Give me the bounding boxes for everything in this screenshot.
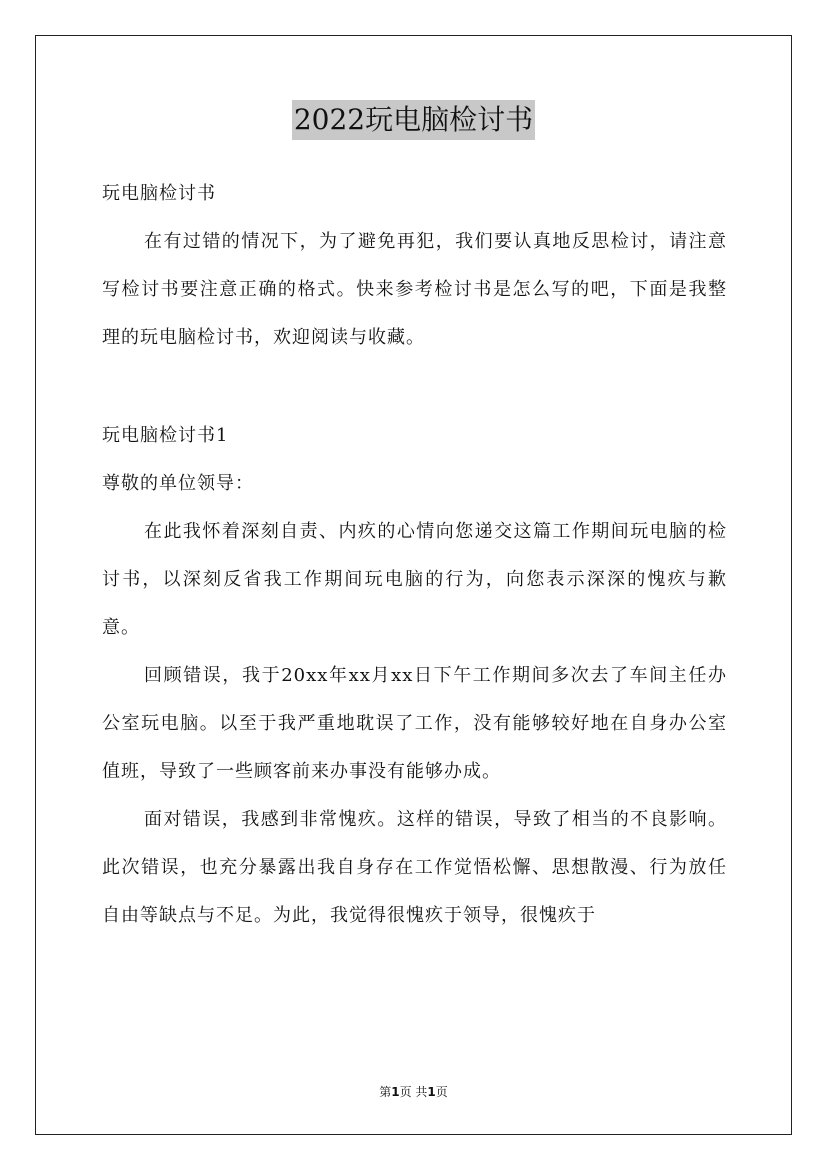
section-gap [102,362,727,412]
body-paragraph: 在此我怀着深刻自责、内疚的心情向您递交这篇工作期间玩电脑的检讨书，以深刻反省我工作期间玩电脑的行为，向您表示深深的愧疚与歉意。 [102,521,727,638]
document-body [102,170,727,940]
footer-suffix: 页 [435,1085,448,1099]
section-heading: 玩电脑检讨书1 [102,425,229,446]
footer-total-pages: 1 [427,1085,436,1099]
document-title: 2022玩电脑检讨书 [292,100,535,140]
page-footer [0,1083,827,1100]
footer-prefix: 第 [379,1085,392,1099]
title-container [0,100,827,140]
document-subtitle: 玩电脑检讨书 [102,183,216,204]
body-paragraph: 面对错误，我感到非常愧疚。这样的错误，导致了相当的不良影响。此次错误，也充分暴露出我自身存在工作觉悟松懈、思想散漫、行为放任自由等缺点与不足。为此，我觉得很愧疚于领导，很愧疚于 [102,809,727,926]
footer-page-number: 1 [391,1085,400,1099]
intro-paragraph: 在有过错的情况下，为了避免再犯，我们要认真地反思检讨，请注意写检讨书要注意正确的格式。快来参考检讨书是怎么写的吧，下面是我整理的玩电脑检讨书，欢迎阅读与收藏。 [102,231,727,348]
body-paragraph: 回顾错误，我于20xx年xx月xx日下午工作期间多次去了车间主任办公室玩电脑。以至于我严重地耽误了工作，没有能够较好地在自身办公室值班，导致了一些顾客前来办事没有能够办成。 [102,665,727,782]
footer-mid: 页 共 [399,1085,428,1099]
salutation: 尊敬的单位领导： [102,473,254,494]
